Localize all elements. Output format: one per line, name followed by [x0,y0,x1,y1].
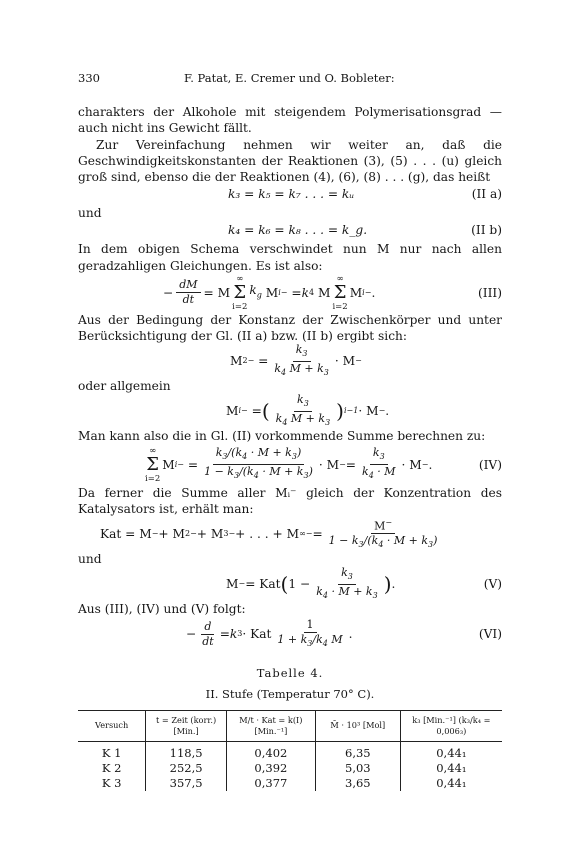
table-cell: 5,03 [315,761,400,776]
table-cell: K 1 [101,745,122,760]
equation-IIa-tag: (II a) [471,187,502,202]
paragraph-2: Zur Vereinfachung nehmen wir weiter an, daß die Geschwindigkeitskonstanten der Reaktionen (3), (5) . . . (u) gleich groß sind, ebenso die der Reaktionen (4), (6), (8) . . . (g), das heißt [78,137,502,185]
table-cell: 0,44₁ [400,761,502,776]
table-subtitle: II. Stufe (Temperatur 70° C). [205,686,375,701]
table-header-row [78,710,502,741]
frac-vi-2: $\frac{1}{1 + k_3/k_4 M}$ [277,617,343,649]
table-row [78,776,502,791]
paragraph-1: charakters der Alkohole mit steigendem Polymerisationsgrad — auch nicht ins Gewicht fällt. [78,105,502,136]
page [78,70,502,791]
und-1: und [78,206,102,221]
sum-symbol: ∞ Σ i=2 [332,273,348,312]
equation-IV-tag: (IV) [478,457,502,472]
equation-IIb-expr: k₄ = k₆ = k₈ . . . = k_g. [228,223,368,238]
equation-IIb [78,221,502,241]
und-2: und [78,552,102,567]
frac-iv-1: $\frac{k_3/(k_4 \cdot M + k_3)}{1 - k_3/(k_4 \cdot M + k_3)}$ [204,445,313,481]
table-cell: 0,377 [226,776,315,791]
table-row [78,761,502,776]
data-table [78,710,502,791]
paragraph-6: Da ferner die Summe aller Mᵢ⁻ gleich der Konzentration des Katalysators ist, erhält man: [78,485,502,516]
equation-III-tag: (III) [478,285,502,300]
equation-IV: ∞ Σ i=2 M i − = $\frac{k_3/(k_4 \cdot M + k_3)}{1 - k_3/(k_4 \cdot M + k_3)}$ · M − = $\frac{k_3}{k_4 \cdot M}$ · M − . (IV) [145,445,502,484]
frac-kat: $\frac{M^-}{1 - k_3/(k_4 \cdot M + k_3)}$ [328,517,438,550]
frac-dM-dt: $\frac{dM}{dt}$ [176,278,200,307]
table-cell: K 3 [101,775,122,790]
page-header [78,70,502,86]
table-cell: 252,5 [146,761,227,776]
equation-VI: − $\frac{d}{dt}$ = k 3 · Kat $\frac{1}{1 + k_3/k_4 M}$ . (VI) [78,617,502,651]
table-cell: 0,392 [226,761,315,776]
table-caption: Tabelle 4. [256,666,324,681]
running-head: F. Patat, E. Cremer und O. Bobleter: [184,71,395,85]
equation-Mi: M i − = ( $\frac{k_3}{k_4 M + k_3}$ ) i−1 · M − . [78,394,502,428]
sum-symbol: ∞ Σ i=2 [145,445,161,484]
equation-VI-tag: (VI) [478,627,502,642]
table-cell: 0,44₁ [400,741,502,761]
equation-IIa [78,185,502,205]
table-cell: 357,5 [146,776,227,791]
paragraph-3: In dem obigen Schema verschwindet nun M nur nach allen geradzahligen Gleichungen. Es ist also: [78,242,502,273]
equation-IIb-tag: (II b) [471,223,502,238]
table-cell: 0,44₁ [400,776,502,791]
frac-k3: $\frac{k_3}{k_4 M + k_3}$ [274,342,329,377]
table-row [78,741,502,761]
equation-III: − $\frac{dM}{dt}$ = M ∞ Σ i=2 $k_g$ M i − = k 4 M ∞ Σ i=2 M i − . (III) [163,273,502,312]
paragraph-5: Man kann also die in Gl. (II) vorkommende Summe berechnen zu: [78,429,486,444]
table-cell: 6,35 [315,741,400,761]
frac-v: $\frac{k_3}{k_4 \cdot M + k_3}$ [316,565,378,600]
frac-iv-2: $\frac{k_3}{k_4 \cdot M}$ [362,445,396,481]
table-cell: K 2 [101,760,122,775]
equation-M2: M 2 − = $\frac{k_3}{k_4 M + k_3}$ · M − [78,344,502,378]
oder-allgemein: oder allgemein [78,379,171,394]
table-cell: 118,5 [146,741,227,761]
frac-k3b: $\frac{k_3}{k_4 M + k_3}$ [275,392,331,428]
paragraph-7: Aus (III), (IV) und (V) folgt: [78,602,246,617]
table-header-cell: M/t · Kat = k(I) [Min.⁻¹] [226,710,315,741]
equation-Kat: Kat = M − + M 2 − + M 3 − + . . . + M ∞ − = $\frac{M^-}{1 - k_3/(k_4 \cdot M + k_3)}$ [78,517,502,551]
page-number: 330 [78,71,100,85]
table-header-cell: Versuch [78,710,146,741]
table-cell: 0,402 [226,741,315,761]
frac-vi-1: $\frac{d}{dt}$ [202,619,214,648]
equation-V-tag: (V) [483,577,502,592]
equation-IIa-expr: k₃ = k₅ = k₇ . . . = kᵤ [228,187,355,202]
equation-V: M − = Kat ( 1 − $\frac{k_3}{k_4 \cdot M + k_3}$ ) . (V) [78,567,502,601]
table-header-cell: M̄ · 10³ [Mol] [315,710,400,741]
sum-symbol: ∞ Σ i=2 [232,273,248,312]
table-header-cell: t = Zeit (korr.) [Min.] [146,710,227,741]
paragraph-4: Aus der Bedingung der Konstanz der Zwischenkörper und unter Berücksichtigung der Gl. (II a) bzw. (II b) ergibt sich: [78,312,502,344]
table-cell: 3,65 [315,776,400,791]
table-header-cell: k₃ [Min.⁻¹] (k₃/k₄ = 0,006₃) [400,710,502,741]
